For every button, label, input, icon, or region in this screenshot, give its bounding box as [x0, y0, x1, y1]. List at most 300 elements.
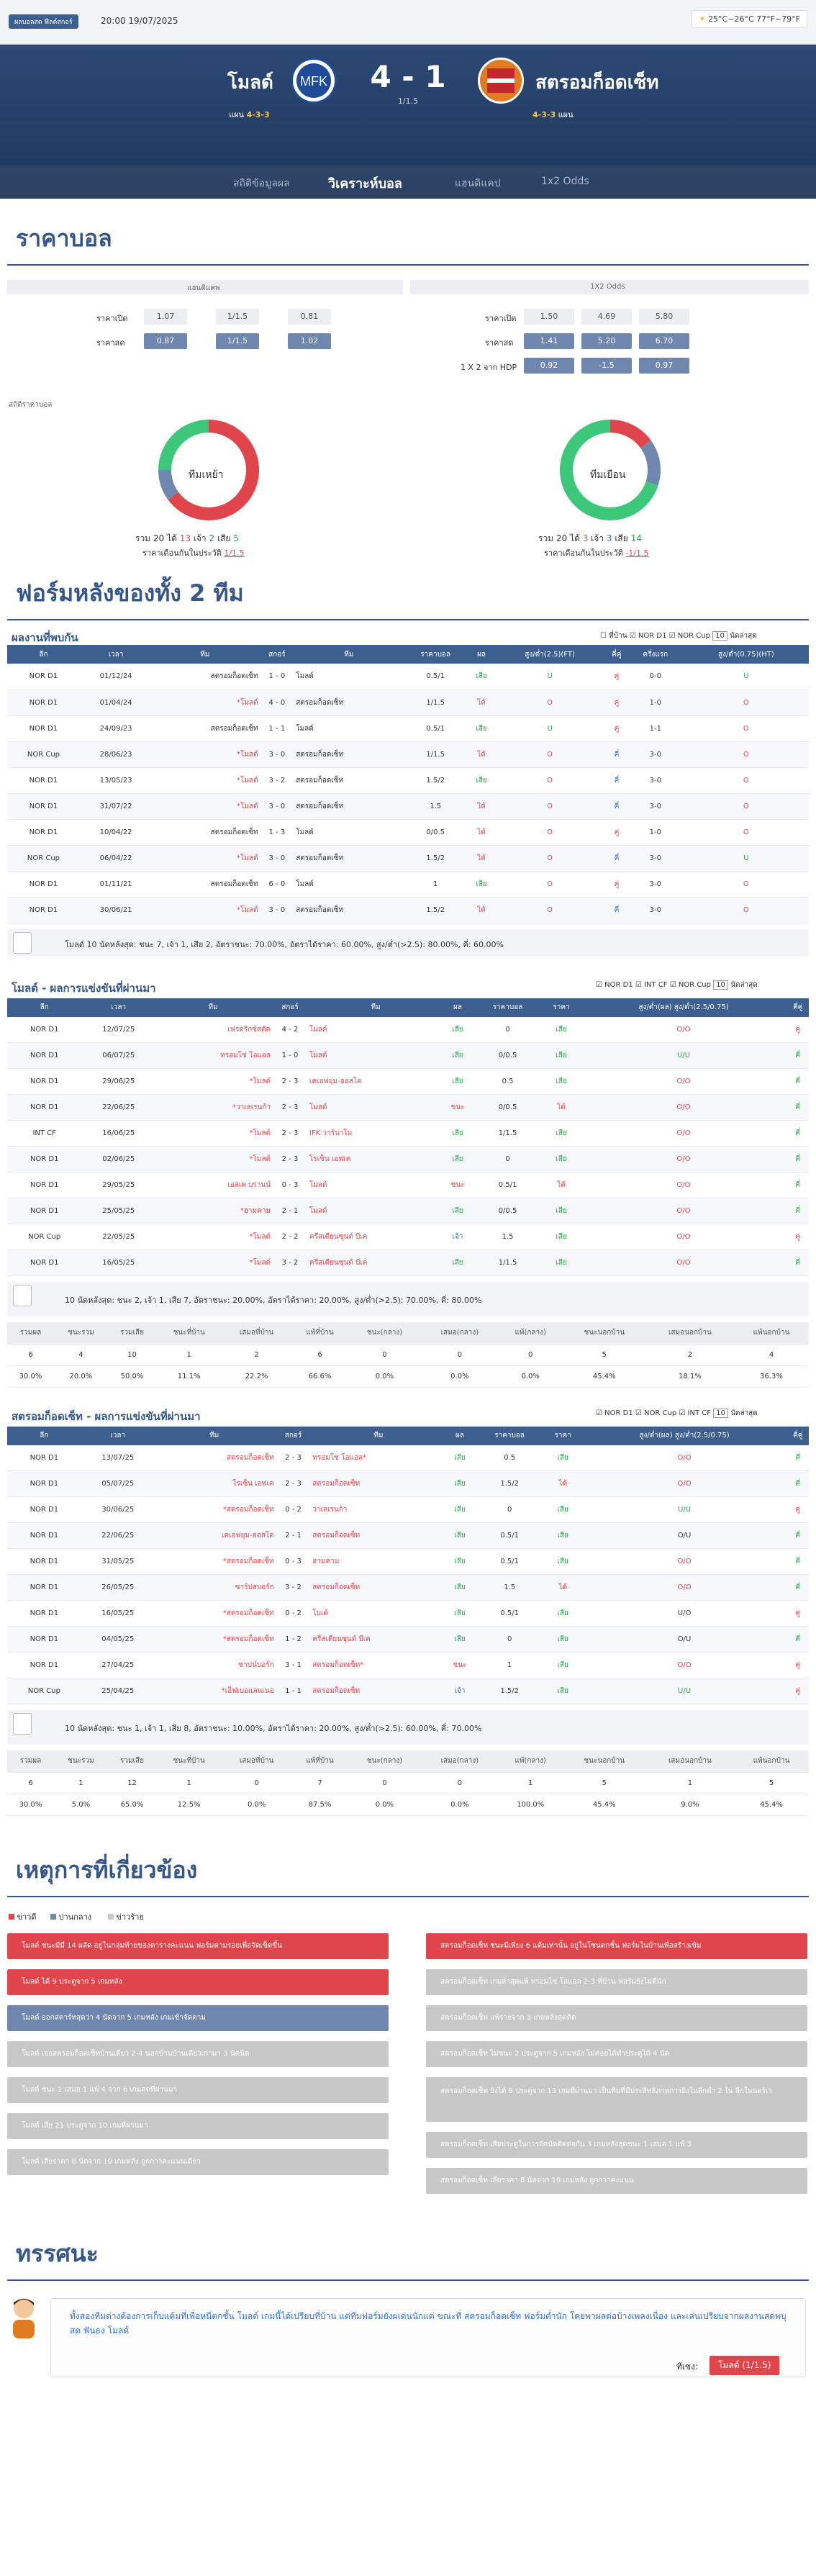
x12-close-draw: 5.20 [581, 333, 632, 349]
stat-header-row [7, 1750, 809, 1772]
recent-col-header: สูง/ต่ำ(ผล) สูง/ต่ำ(2.5/0.75) [581, 998, 787, 1017]
recent-col-header: ราคา [544, 1427, 582, 1445]
stat-cell: 0 [222, 1772, 291, 1794]
stat-cell: 0.0% [499, 1365, 563, 1387]
stat-cell: 12 [108, 1772, 156, 1794]
table-cell: U/U [582, 1497, 787, 1523]
table-cell: 1 [476, 1653, 544, 1678]
table-cell: 01/12/24 [80, 664, 152, 690]
table-cell[interactable]: *โมลด์ [155, 1121, 271, 1147]
table-cell: คี่ [606, 897, 627, 923]
table-cell: 0.5/1 [402, 664, 469, 690]
table-cell: คี่ [606, 767, 627, 793]
table-cell: เสีย [469, 767, 494, 793]
table-cell: 01/04/24 [80, 690, 152, 715]
x12-open-label: ราคาเปิด [485, 314, 517, 323]
table-cell: 28/06/23 [80, 741, 152, 767]
table-cell[interactable]: เอสเค บรานน์ [155, 1172, 271, 1198]
away-recent-filters: ☑ NOR D1 ☑ NOR Cup ☑ INT CF 10 นัดล่าสุด [596, 1409, 758, 1417]
table-cell: 2 - 3 [271, 1121, 309, 1147]
stat-cell: 9.0% [646, 1794, 734, 1815]
stat-cell: 100.0% [499, 1794, 563, 1815]
stat-cell: 36.3% [734, 1365, 809, 1387]
home-recent-title: โมลด์ - ผลการแข่งขันที่ผ่านมา [12, 981, 156, 995]
recent-col-header: ทีม [155, 998, 271, 1017]
table-cell: 25/05/25 [81, 1198, 155, 1224]
event-away: สตรอมก็อดเซ็ท เกมล่าสุดแพ้ ทรอมโซ่ โอแอล 2-3 ที่บ้าน ฟอร์มยังไม่ดีนัก [426, 1969, 807, 1995]
stat-header: เสมอที่บ้าน [222, 1750, 291, 1772]
table-cell: O/U [582, 1523, 787, 1549]
x12-hdp-home: 0.92 [524, 358, 574, 374]
nor-d1-checkbox[interactable]: ☑ [629, 632, 636, 640]
h2h-col-header: ทีม [296, 645, 402, 664]
table-cell[interactable]: *วาเลเรนก้า [155, 1095, 271, 1121]
table-cell[interactable]: สตรอมก็อดเซ็ท [152, 715, 258, 741]
table-cell: เสีย [542, 1147, 580, 1172]
table-cell: O [684, 741, 809, 767]
recent-col-header: ผล [442, 998, 473, 1017]
table-cell: O [494, 845, 606, 871]
table-cell: 1.5 [402, 793, 469, 819]
table-row [7, 1224, 809, 1250]
table-cell[interactable]: *โมลด์ [152, 845, 258, 871]
table-cell: NOR D1 [7, 793, 80, 819]
table-cell[interactable]: ซาปน์บอร์ก [155, 1653, 274, 1678]
table-cell: 1 - 1 [258, 715, 296, 741]
table-cell: 0 [476, 1627, 544, 1653]
table-cell[interactable]: *สตรอมก็อดเซ็ท [155, 1627, 274, 1653]
stat-header: ชนะนอกบ้าน [563, 1322, 646, 1344]
stat-cell: 0.0% [421, 1365, 499, 1387]
stat-header: ชนะ(กลาง) [348, 1322, 421, 1344]
table-cell: 1/1.5 [402, 741, 469, 767]
table-cell: เสีย [442, 1017, 473, 1043]
table-cell: 1-0 [627, 819, 684, 845]
h2h-col-header: สูง/ต่ำ(0.75)(HT) [684, 645, 809, 664]
table-cell[interactable]: *โมลด์ [152, 741, 258, 767]
table-cell: เสีย [469, 871, 494, 897]
away-team-name[interactable]: สตรอมก็อดเซ็ท [535, 72, 659, 94]
table-cell[interactable]: *สตรอมก็อดเซ็ท [155, 1549, 274, 1575]
table-cell[interactable]: *โมลด์ [152, 897, 258, 923]
table-cell[interactable]: ครีสเตียนซุนด์ บีเค [309, 1224, 442, 1250]
table-cell: INT CF [7, 1121, 81, 1147]
tab-1x2-odds[interactable]: 1x2 Odds [541, 176, 589, 187]
table-cell[interactable]: โมลด์ [296, 664, 402, 690]
events-section-title: เหตุการที่เกี่ยวข้อง [7, 1845, 809, 1897]
table-cell: NOR D1 [7, 1069, 81, 1095]
table-cell: คี่ [786, 1523, 809, 1549]
table-cell: เสีย [544, 1601, 582, 1627]
table-row [7, 1653, 809, 1678]
table-cell: เสีย [469, 715, 494, 741]
table-cell: NOR D1 [7, 1549, 81, 1575]
table-cell[interactable]: *โมลด์ [155, 1147, 271, 1172]
table-cell: ชนะ [442, 1095, 473, 1121]
match-header [0, 45, 816, 199]
table-cell: คู่ [786, 1497, 809, 1523]
table-cell[interactable]: IFK วาร์นาโม [309, 1121, 442, 1147]
table-cell: NOR Cup [7, 845, 80, 871]
table-cell: NOR D1 [7, 1497, 81, 1523]
tab-handicap[interactable]: แฮนดิแคป [455, 178, 501, 189]
stat-row [7, 1344, 809, 1365]
table-cell: O [684, 897, 809, 923]
event-home: โมลด์ ได้ 9 ประตูจาก 5 เกมหลัง [7, 1969, 389, 1995]
event-home: โมลด์ ชนะมีมี 14 ผลัด อยู่ในกลุ่มท้ายของตารางคะแนน ฟอร์มตามรอยเพื่อจัดเข็ดขึ้น [7, 1933, 389, 1959]
hdp-open-label: ราคาเปิด [96, 314, 128, 323]
table-cell: ได้ [469, 741, 494, 767]
table-cell: O [494, 690, 606, 715]
table-cell[interactable]: สตรอมก็อดเซ็ท [296, 897, 402, 923]
table-cell[interactable]: สตรอมก็อดเซ็ท [312, 1678, 444, 1704]
count-select[interactable]: 10 [712, 631, 727, 641]
hdp-close-label: ราคาสด [96, 338, 125, 348]
match-datetime: 20:00 19/07/2025 [101, 16, 178, 26]
recent-col-header: เวลา [81, 1427, 155, 1445]
away-line-history: ราคาเดือนกันในประวัติ -1/1.5 [544, 548, 649, 558]
stat-cell: 1 [646, 1772, 734, 1794]
table-cell: U/U [582, 1678, 787, 1704]
recent-col-header: เวลา [81, 998, 155, 1017]
stat-cell: 0.0% [421, 1794, 499, 1815]
home-only-checkbox[interactable]: ☐ [600, 632, 607, 640]
recent-col-header: สกอร์ [271, 998, 309, 1017]
table-cell[interactable]: เคเอฟยุม-ฮอสโด [155, 1523, 274, 1549]
table-row [7, 715, 809, 741]
table-cell: O/O [581, 1147, 787, 1172]
table-cell[interactable]: วาเลเรนก้า [312, 1497, 444, 1523]
table-cell: U [684, 664, 809, 690]
table-cell: NOR D1 [7, 897, 80, 923]
table-cell[interactable]: โมลด์ [296, 819, 402, 845]
table-cell: NOR D1 [7, 1523, 81, 1549]
stat-cell: 10 [108, 1344, 156, 1365]
table-cell: คู่ [606, 715, 627, 741]
recent-col-header: ลีก [7, 998, 81, 1017]
home-team-name[interactable]: โมลด์ [227, 72, 273, 94]
stat-cell: 5 [563, 1772, 646, 1794]
stat-cell: 6 [7, 1344, 54, 1365]
table-cell: 0 - 3 [274, 1549, 313, 1575]
stat-cell: 11.1% [156, 1365, 222, 1387]
table-cell[interactable]: สตรอมก็อดเซ็ท [296, 741, 402, 767]
table-row [7, 871, 809, 897]
table-cell: เสีย [442, 1069, 473, 1095]
table-cell: 1/1.5 [473, 1250, 543, 1276]
odds-panel [0, 266, 816, 568]
stat-cell: 1 [156, 1344, 222, 1365]
table-cell: O/U [582, 1627, 787, 1653]
table-cell[interactable]: เคเอฟยุม-ฮอสโด [309, 1069, 442, 1095]
stat-header-row [7, 1322, 809, 1344]
stat-cell: 30.0% [7, 1794, 54, 1815]
table-cell: 0 [476, 1497, 544, 1523]
table-cell[interactable]: *โมลด์ [152, 793, 258, 819]
table-cell: 0/0.5 [473, 1095, 543, 1121]
table-cell[interactable]: ทรอมโซ่ โอแอล* [312, 1445, 444, 1471]
table-cell[interactable]: โรเซ็น เอฟเค [155, 1471, 274, 1497]
table-cell[interactable]: โรเซ็น เอฟเค [309, 1147, 442, 1172]
table-cell: 30/06/21 [80, 897, 152, 923]
live-score-badge[interactable]: ผลบอลสด ฟีลด์สกอร์ [9, 14, 78, 29]
table-cell: คี่ [786, 1627, 809, 1653]
stat-header: เสมอที่บ้าน [222, 1322, 291, 1344]
table-cell: 1.5/2 [476, 1678, 544, 1704]
table-cell: เสีย [442, 1147, 473, 1172]
handicap-header: แฮนดิแคพ [187, 284, 220, 292]
table-cell: คู่ [606, 690, 627, 715]
stat-cell: 45.4% [563, 1794, 646, 1815]
table-cell: คี่ [786, 1069, 809, 1095]
table-cell[interactable]: สตรอมก็อดเซ็ท [312, 1575, 444, 1601]
h2h-col-header: ราคาบอล [402, 645, 469, 664]
hdp-open-line: 1/1.5 [216, 309, 259, 325]
recent-col-header: ลีก [7, 1427, 81, 1445]
home-pie-center: ทีมเหย้า [189, 469, 224, 481]
table-cell[interactable]: *สตรอมก็อดเซ็ท [155, 1497, 274, 1523]
1x2-header: 1X2 Odds [590, 283, 625, 291]
event-home: โมลด์ ออกสตาร์ทสุดว่า 4 นัดจาก 5 เกมหลัง เกมเข้าจัดตาม [7, 2005, 389, 2031]
table-cell[interactable]: โมลด์ [309, 1198, 442, 1224]
table-cell[interactable]: สตรอมก็อดเซ็ท [296, 845, 402, 871]
table-cell: 2 - 3 [274, 1471, 313, 1497]
table-cell[interactable]: สตรอมก็อดเซ็ท [312, 1523, 444, 1549]
table-cell[interactable]: สตรอมก็อดเซ็ท [296, 690, 402, 715]
table-cell: 1-1 [627, 715, 684, 741]
table-cell: 3 - 1 [274, 1653, 313, 1678]
table-cell: ได้ [544, 1575, 582, 1601]
table-row [7, 1627, 809, 1653]
table-cell: O [684, 690, 809, 715]
table-row [7, 1523, 809, 1549]
table-cell[interactable]: สตรอมก็อดเซ็ท [296, 793, 402, 819]
stat-cell: 6 [7, 1772, 54, 1794]
table-cell: 13/07/25 [81, 1445, 155, 1471]
tab-stats[interactable]: สถิติข้อมูลผล [233, 178, 290, 189]
stat-header: เสมอ(กลาง) [421, 1322, 499, 1344]
table-row [7, 690, 809, 715]
table-cell: 0.5/1 [476, 1523, 544, 1549]
table-cell: เสีย [442, 1121, 473, 1147]
table-cell: 0 - 2 [274, 1497, 313, 1523]
table-cell: O [494, 819, 606, 845]
home-stat-table [7, 1322, 809, 1388]
table-cell: 1.5 [476, 1575, 544, 1601]
h2h-summary: โมลด์ 10 นัดหลังสุด: ชนะ 7, เจ้า 1, เสีย 2, อัตราชนะ: 70.00%, อัตราได้ราคา: 60.00%, สูง/ต่ำ(>2.5): 80.00%, คี่: 60.00% [7, 929, 809, 957]
x12-open-away: 5.80 [639, 309, 689, 325]
stat-cell: 30.0% [7, 1365, 54, 1387]
table-cell[interactable]: โมลด์ [309, 1172, 442, 1198]
table-cell: 3-0 [627, 793, 684, 819]
table-cell[interactable]: สตรอมก็อดเซ็ท [312, 1471, 444, 1497]
table-cell: NOR D1 [7, 1627, 81, 1653]
away-formation: 4-3-3 แผน [532, 110, 574, 119]
table-cell: 2 - 1 [271, 1198, 309, 1224]
table-cell: U [494, 715, 606, 741]
table-cell: O [684, 767, 809, 793]
table-cell: 3-0 [627, 767, 684, 793]
tab-analysis[interactable]: วิเคราะห์บอล [328, 176, 402, 191]
stat-cell: 5.0% [54, 1794, 108, 1815]
table-cell[interactable]: *ฮามคาม [155, 1198, 271, 1224]
table-cell[interactable]: สตรอมก็อดเซ็ท [152, 871, 258, 897]
table-cell: O/O [581, 1250, 787, 1276]
hdp-open-home: 1.07 [144, 309, 187, 325]
table-cell[interactable]: โมลด์ [309, 1095, 442, 1121]
recent-col-header: สกอร์ [274, 1427, 313, 1445]
table-cell: 0.5/1 [402, 715, 469, 741]
top-bar [0, 0, 816, 45]
table-cell: 10/04/22 [80, 819, 152, 845]
table-cell: 3 - 2 [274, 1575, 313, 1601]
table-cell[interactable]: โบเด้ [312, 1601, 444, 1627]
table-cell: NOR D1 [7, 819, 80, 845]
stat-header: ชนะรวม [54, 1750, 108, 1772]
match-handicap: 1/1.5 [397, 96, 419, 106]
table-cell: NOR D1 [7, 1017, 81, 1043]
table-cell: 06/04/22 [80, 845, 152, 871]
table-cell: O/O [581, 1069, 787, 1095]
table-cell[interactable]: สตรอมก็อดเซ็ท* [312, 1653, 444, 1678]
table-cell: เสีย [444, 1549, 475, 1575]
recent-col-header: สูง/ต่ำ(ผล) สูง/ต่ำ(2.5/0.75) [582, 1427, 787, 1445]
table-cell: เสีย [444, 1471, 475, 1497]
table-cell[interactable]: สตรอมก็อดเซ็ท [296, 767, 402, 793]
table-cell: O/O [581, 1095, 787, 1121]
table-cell: เสีย [444, 1445, 475, 1471]
table-row [7, 1198, 809, 1224]
stat-cell: 20.0% [54, 1365, 108, 1387]
x12-open-home: 1.50 [524, 309, 574, 325]
table-row [7, 897, 809, 923]
table-cell: เสีย [442, 1043, 473, 1069]
table-cell[interactable]: สตรอมก็อดเซ็ท [152, 664, 258, 690]
table-cell: 30/06/25 [81, 1497, 155, 1523]
table-cell[interactable]: ฮามคาม [312, 1549, 444, 1575]
table-cell[interactable]: สตรอมก็อดเซ็ท [152, 819, 258, 845]
table-cell: คี่ [786, 1095, 809, 1121]
table-cell: O [494, 767, 606, 793]
table-cell: คู่ [786, 1678, 809, 1704]
table-cell: 16/05/25 [81, 1601, 155, 1627]
table-row [7, 1471, 809, 1497]
home-recent-table [7, 998, 809, 1277]
table-cell[interactable]: *สตรอมก็อดเซ็ท [155, 1601, 274, 1627]
table-cell: NOR D1 [7, 1445, 81, 1471]
table-cell: เสีย [542, 1224, 580, 1250]
stat-cell: 6 [291, 1344, 348, 1365]
table-cell[interactable]: ทรอมโซ่ โอแอล [155, 1043, 271, 1069]
table-cell[interactable]: โมลด์ [309, 1043, 442, 1069]
table-row [7, 1549, 809, 1575]
stat-cell: 7 [291, 1772, 348, 1794]
table-cell[interactable]: *เอ็ฟเบอแลนเนอ [155, 1678, 274, 1704]
table-cell: ได้ [542, 1095, 580, 1121]
table-cell: 27/04/25 [81, 1653, 155, 1678]
table-cell: 4 - 0 [258, 690, 296, 715]
stat-header: เสมอ(กลาง) [421, 1750, 499, 1772]
table-cell: O [494, 741, 606, 767]
table-row [7, 1497, 809, 1523]
table-cell: NOR Cup [7, 741, 80, 767]
table-cell: 22/06/25 [81, 1523, 155, 1549]
table-cell[interactable]: ครีสเตียนซุนด์ บีเค [309, 1250, 442, 1276]
table-cell[interactable]: *โมลด์ [155, 1224, 271, 1250]
table-cell: เสีย [542, 1250, 580, 1276]
event-away: สตรอมก็อดเซ็ท ยิงได้ 9 ประตูจาก 13 เกมที่ผ่านมา เป็นทีมที่มีประสิทธิภาพการยิงในลีกต่ำ 2 ใน ลีกในนอร์เว [426, 2077, 807, 2122]
opinion-section-title: ทรรศนะ [7, 2228, 809, 2281]
stat-header: แพ้นอกบ้าน [734, 1750, 809, 1772]
table-row [7, 1601, 809, 1627]
table-cell: คี่ [786, 1549, 809, 1575]
stat-header: แพ้(กลาง) [499, 1750, 563, 1772]
table-cell[interactable]: *โมลด์ [155, 1069, 271, 1095]
table-cell: คี่ [786, 1250, 809, 1276]
table-cell: NOR D1 [7, 664, 80, 690]
table-cell: เสีย [542, 1043, 580, 1069]
table-cell: 31/05/25 [81, 1549, 155, 1575]
table-cell[interactable]: *โมลด์ [152, 690, 258, 715]
x12-close-away: 6.70 [639, 333, 689, 349]
table-cell: ได้ [469, 845, 494, 871]
stat-cell: 5 [734, 1772, 809, 1794]
table-row [7, 664, 809, 690]
table-cell[interactable]: โมลด์ [296, 871, 402, 897]
table-cell: 22/06/25 [81, 1095, 155, 1121]
table-cell[interactable]: โมลด์ [296, 715, 402, 741]
home-recent-header [0, 962, 816, 998]
table-cell: คี่ [786, 1172, 809, 1198]
stat-header: รวมผล [7, 1750, 54, 1772]
table-cell: เสีย [442, 1198, 473, 1224]
table-cell: O [684, 819, 809, 845]
table-row [7, 845, 809, 871]
table-cell[interactable]: *โมลด์ [155, 1250, 271, 1276]
table-cell[interactable]: *โมลด์ [152, 767, 258, 793]
home-line-history: ราคาเดือนกันในประวัติ 1/1.5 [142, 548, 245, 558]
table-cell: NOR D1 [7, 715, 80, 741]
away-stat-table [7, 1750, 809, 1816]
table-cell: 3 - 2 [271, 1250, 309, 1276]
table-cell: O/O [582, 1445, 787, 1471]
event-home: โมลด์ เสียราคา 8 นัดจาก 10 เกมหลัง ถูกกาาคะแนนเดียว [7, 2149, 389, 2175]
table-cell[interactable]: โมลด์ [309, 1017, 442, 1043]
stat-cell: 12.5% [156, 1794, 222, 1815]
table-cell: 1 - 3 [258, 819, 296, 845]
x12-close-home: 1.41 [524, 333, 574, 349]
recent-col-header: ราคา [542, 998, 580, 1017]
away-pie-center: ทีมเยือน [590, 469, 626, 481]
table-cell[interactable]: ซาร์ปสบอร์ก [155, 1575, 274, 1601]
table-cell[interactable]: ครีสเตียนซุนด์ บีเค [312, 1627, 444, 1653]
x12-hdp-away: 0.97 [639, 358, 689, 374]
table-cell[interactable]: สตรอมก็อดเซ็ท [155, 1445, 274, 1471]
table-cell: เสีย [444, 1601, 475, 1627]
recent-col-header: ทีม [309, 998, 442, 1017]
away-recent-table [7, 1427, 809, 1705]
table-cell: O/O [581, 1121, 787, 1147]
away-recent-summary: 10 นัดหลังสุด: ชนะ 1, เจ้า 1, เสีย 8, อัตราชนะ: 10.00%, อัตราได้ราคา: 20.00%, สูง/ต่ำ(>2.5): 60.00%, คี่: 70.00% [7, 1710, 809, 1745]
nor-cup-checkbox[interactable]: ☑ [668, 632, 676, 640]
recent-col-header: คี่คู่ [786, 998, 809, 1017]
table-cell: NOR D1 [7, 1095, 81, 1121]
table-cell: เสีย [544, 1445, 582, 1471]
table-cell: 3-0 [627, 845, 684, 871]
opinion-box [0, 2281, 816, 2410]
table-cell: 1.5/2 [402, 767, 469, 793]
table-cell[interactable]: เฟรดริกซ์สตัด [155, 1017, 271, 1043]
